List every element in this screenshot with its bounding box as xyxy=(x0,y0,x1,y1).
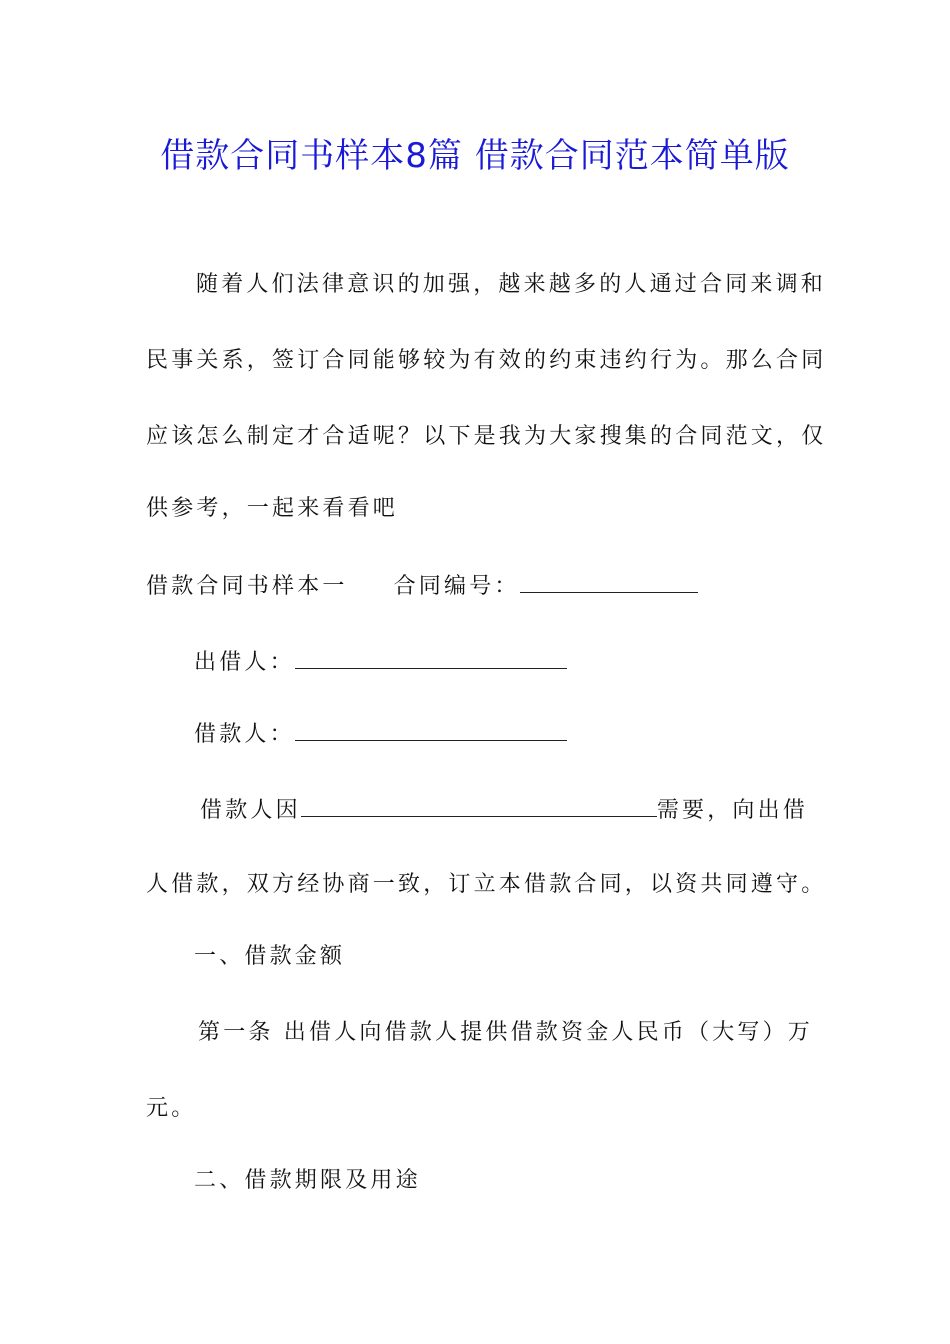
reason-line-2: 人借款，双方经协商一致，订立本借款合同，以资共同遵守。 xyxy=(146,872,827,897)
lender-label: 出借人： xyxy=(194,650,295,675)
borrower-row xyxy=(194,718,854,750)
intro-line-4: 供参考，一起来看看吧 xyxy=(146,496,399,521)
section-2-title: 二、借款期限及用途 xyxy=(194,1168,421,1193)
intro-line-1: 随着人们法律意识的加强，越来越多的人通过合同来调和 xyxy=(196,272,827,297)
reason-prefix: 借款人因 xyxy=(200,798,301,823)
contract-no-label: 合同编号： xyxy=(393,574,520,599)
article-1-text: 第一条 出借人向借款人提供借款资金人民币（大写） xyxy=(198,1020,788,1045)
article-1-unit: 万 xyxy=(787,1020,813,1045)
lender-blank xyxy=(295,646,567,669)
section-1-title: 一、借款金额 xyxy=(194,944,346,969)
borrower-label: 借款人： xyxy=(194,722,295,747)
borrower-blank xyxy=(295,718,567,741)
reason-blank xyxy=(301,794,657,817)
article-1-row xyxy=(198,1018,813,1048)
reason-suffix: 需要，向出借 xyxy=(656,798,809,823)
article-1-line-2: 元。 xyxy=(146,1096,197,1121)
contract-no-blank xyxy=(520,570,698,593)
intro-line-2: 民事关系，签订合同能够较为有效的约束违约行为。那么合同 xyxy=(146,348,827,373)
reason-row xyxy=(200,794,809,826)
intro-line-3: 应该怎么制定才合适呢？以下是我为大家搜集的合同范文，仅 xyxy=(146,424,827,449)
sample-heading-row xyxy=(146,570,806,602)
sample-heading: 借款合同书样本一 xyxy=(146,574,348,599)
lender-row xyxy=(194,646,854,678)
document-title: 借款合同书样本8篇 借款合同范本简单版 xyxy=(160,136,790,176)
